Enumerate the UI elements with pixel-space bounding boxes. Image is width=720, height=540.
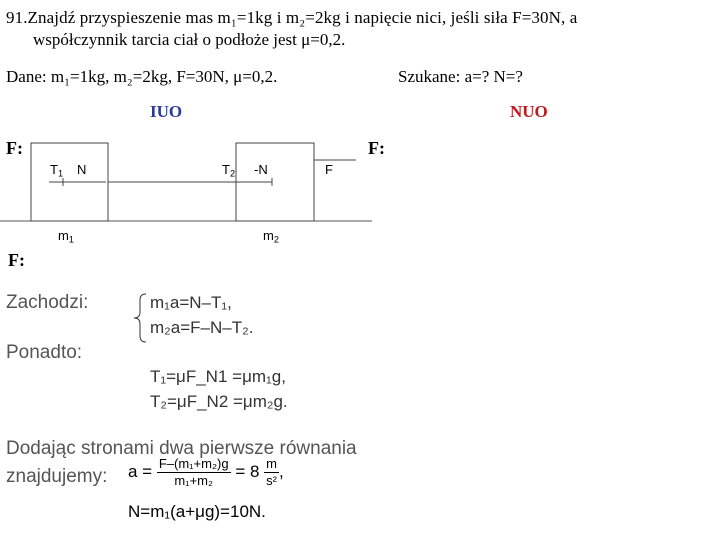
force-f-label: F bbox=[325, 162, 333, 177]
mass-m1-label: $m_1$ bbox=[58, 228, 74, 245]
zachodzi-label: Zachodzi: bbox=[6, 292, 89, 313]
equation-2: m₂a=F–N–T₂. bbox=[150, 318, 254, 337]
minus-n-label: -N bbox=[254, 162, 268, 177]
tension-result: N=m₁(a+μg)=10N. bbox=[128, 502, 266, 521]
problem-line-1: 91.Znajdź przyspieszenie mas m₁=1kg i m₂=2kg i napięcie nici, jeśli siła F=30N, a bbox=[6, 8, 578, 27]
given-values: Dane: m₁=1kg, m₂=2kg, F=30N, μ=0,2. bbox=[6, 67, 278, 86]
equation-brace bbox=[134, 294, 146, 342]
acceleration-unit: $\frac{m}{\text{s²}}$ bbox=[266, 456, 278, 488]
problem-line-2: współczynnik tarcia ciał o podłoże jest μ=0,2. bbox=[33, 30, 346, 49]
noninertial-frame-label: NUO bbox=[510, 102, 548, 121]
acceleration-formula: a = $\frac{\text{F–(m₁+m₂)g}}{\text{m₁+m₂}}$ = 8 $\frac{m}{\text{s²}}$ , bbox=[128, 456, 284, 488]
acceleration-fraction: $\frac{\text{F–(m₁+m₂)g}}{\text{m₁+m₂}}$ bbox=[158, 456, 229, 488]
equation-4: T₂=μF_N2 =μm₂g. bbox=[150, 392, 288, 411]
equation-3: T₁=μF_N1 =μm₁g, bbox=[150, 367, 286, 386]
equation-1: m₁a=N–T₁, bbox=[150, 293, 232, 312]
adding-line-1: Dodając stronami dwa pierwsze równania bbox=[6, 438, 357, 459]
sought-values: Szukane: a=? N=? bbox=[398, 67, 523, 86]
t1-label: $T_1$ bbox=[50, 162, 64, 179]
ponadto-label: Ponadto: bbox=[6, 342, 83, 363]
mass-m2-label: $m_2$ bbox=[263, 228, 279, 245]
n-label: N bbox=[77, 162, 87, 177]
t2-label: $T_2$ bbox=[222, 162, 236, 179]
inertial-frame-label: IUO bbox=[150, 102, 183, 121]
force-label-lower: F: bbox=[8, 250, 25, 270]
force-label-left: F: bbox=[6, 138, 23, 158]
adding-line-2: znajdujemy: bbox=[6, 466, 108, 487]
force-label-right: F: bbox=[368, 138, 385, 158]
